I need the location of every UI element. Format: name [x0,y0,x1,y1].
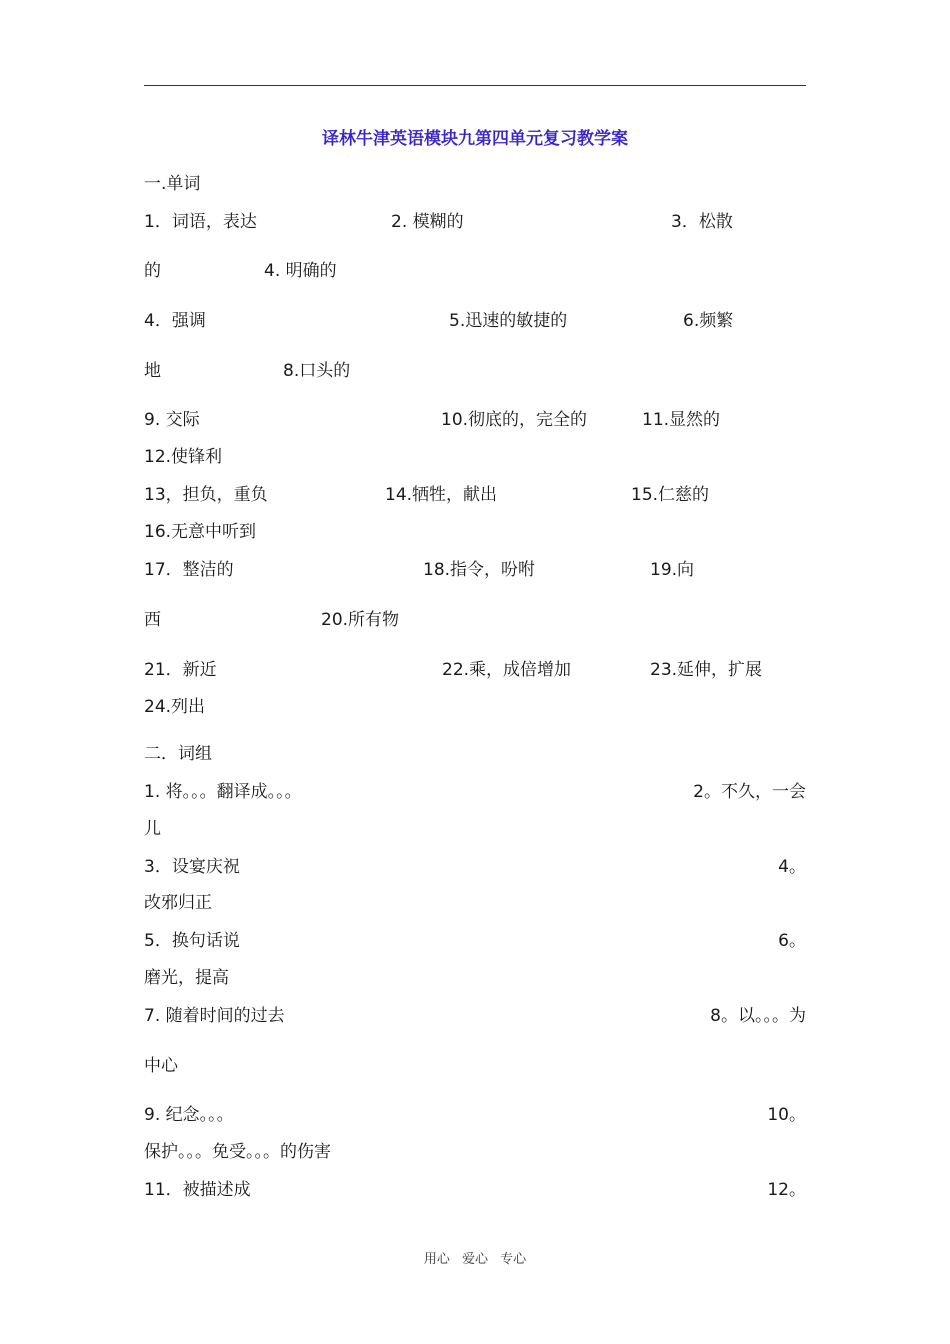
section-heading-words: 一.单词 [144,174,201,194]
word-item: 西 [144,610,161,630]
phrase-item: 10。 [767,1105,806,1125]
word-item: 1．词语，表达 [144,212,257,232]
word-item: 20.所有物 [321,610,400,630]
word-item: 2. 模糊的 [391,212,464,232]
page-title: 译林牛津英语模块九第四单元复习教学案 [322,129,628,149]
phrase-item: 儿 [144,819,161,839]
word-item: 21．新近 [144,660,217,680]
word-item: 9. 交际 [144,410,200,430]
header-rule [144,85,806,86]
phrase-item: 9. 纪念。。。 [144,1105,234,1125]
word-item: 22.乘，成倍增加 [442,660,572,680]
phrase-item: 保护。。。免受。。。的伤害 [144,1142,331,1162]
word-item: 23.延伸，扩展 [650,660,763,680]
word-item: 13，担负，重负 [144,485,268,505]
word-item: 的 [144,261,161,281]
word-item: 19.向 [650,560,695,580]
phrase-item: 1. 将。。。翻译成。。。 [144,782,302,802]
phrase-item: 8。以。。。为 [710,1006,806,1026]
phrase-item: 11．被描述成 [144,1180,251,1200]
word-item: 6.频繁 [683,311,734,331]
word-item: 16.无意中听到 [144,522,257,542]
phrase-item: 7. 随着时间的过去 [144,1006,285,1026]
word-item: 4. 明确的 [264,261,337,281]
phrase-item: 6。 [778,931,806,951]
word-item: 18.指令，吩咐 [423,560,536,580]
word-item: 15.仁慈的 [631,485,710,505]
page-footer: 用心 爱心 专心 [423,1252,527,1267]
word-item: 5.迅速的敏捷的 [449,311,568,331]
word-item: 12.使锋利 [144,447,223,467]
phrase-item: 3．设宴庆祝 [144,857,240,877]
word-item: 8.口头的 [283,361,351,381]
word-item: 24.列出 [144,697,206,717]
phrase-item: 磨光，提高 [144,968,229,988]
phrase-item: 5．换句话说 [144,931,240,951]
word-item: 4．强调 [144,311,206,331]
word-item: 14.牺牲，献出 [385,485,498,505]
word-item: 10.彻底的，完全的 [441,410,588,430]
word-item: 17．整洁的 [144,560,234,580]
word-item: 地 [144,361,161,381]
word-item: 3．松散 [671,212,733,232]
phrase-item: 4。 [778,857,806,877]
phrase-item: 中心 [144,1056,178,1076]
word-item: 11.显然的 [642,410,721,430]
phrase-item: 改邪归正 [144,893,212,913]
section-heading-phrases: 二．词组 [144,744,212,764]
phrase-item: 2。不久，一会 [693,782,806,802]
phrase-item: 12。 [767,1180,806,1200]
